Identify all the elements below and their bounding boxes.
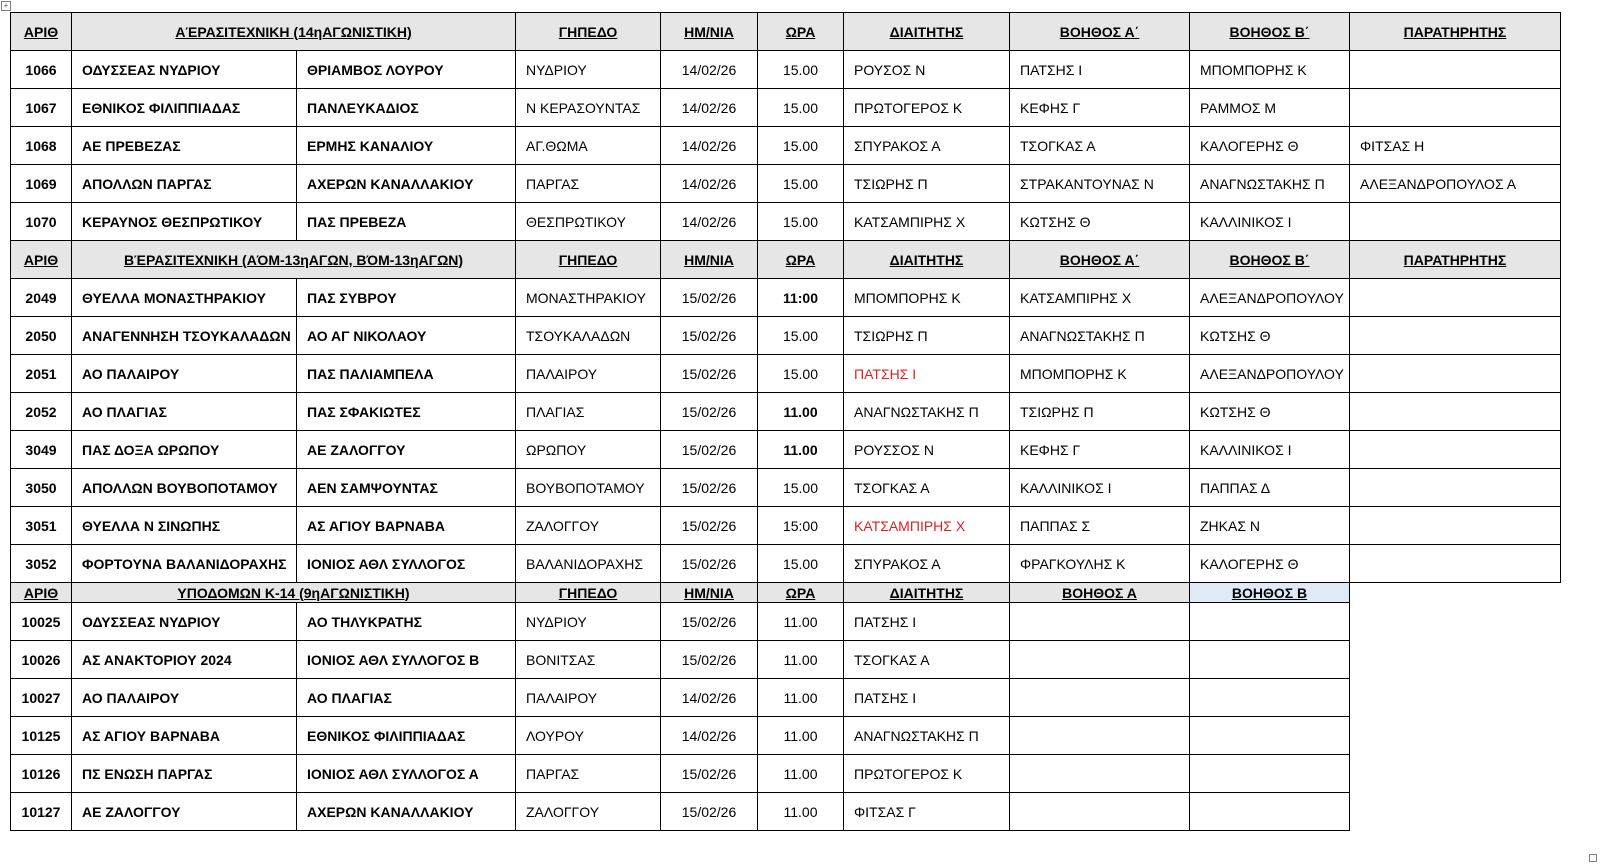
match-date: 14/02/26: [661, 203, 758, 241]
observer: [1350, 545, 1561, 583]
observer: [1350, 717, 1561, 755]
header-venue: ΓΗΠΕΔΟ: [516, 13, 661, 51]
kickoff-time: 11:00: [758, 279, 844, 317]
table-row: [11, 755, 1561, 793]
away-team: ΑΕΝ ΣΑΜΨΟΥΝΤΑΣ: [297, 469, 516, 507]
assistant-b: ΑΛΕΞΑΝΔΡΟΠΟΥΛΟΥ: [1190, 279, 1350, 317]
away-team: ΠΑΣ ΠΡΕΒΕΖΑ: [297, 203, 516, 241]
away-team: ΠΑΣ ΠΑΛΙΑΜΠΕΛΑ: [297, 355, 516, 393]
venue: ΛΟΥΡΟΥ: [516, 717, 661, 755]
assistant-b: ΖΗΚΑΣ Ν: [1190, 507, 1350, 545]
match-date: 15/02/26: [661, 469, 758, 507]
kickoff-time: 11.00: [758, 679, 844, 717]
away-team: ΙΟΝΙΟΣ ΑΘΛ ΣΥΛΛΟΓΟΣ Β: [297, 641, 516, 679]
assistant-b: [1190, 717, 1350, 755]
table-row: [11, 89, 1561, 127]
observer: [1350, 755, 1561, 793]
match-date: 15/02/26: [661, 793, 758, 831]
away-team: ΘΡΙΑΜΒΟΣ ΛΟΥΡΟΥ: [297, 51, 516, 89]
match-date: 15/02/26: [661, 393, 758, 431]
observer: [1350, 679, 1561, 717]
assistant-a: ΚΑΛΛΙΝΙΚΟΣ Ι: [1010, 469, 1190, 507]
venue: ΖΑΛΟΓΓΟΥ: [516, 507, 661, 545]
assistant-a: ΠΑΤΣΗΣ Ι: [1010, 51, 1190, 89]
header-referee: ΔΙΑΙΤΗΤΗΣ: [844, 13, 1010, 51]
assistant-a: [1010, 641, 1190, 679]
kickoff-time: 11.00: [758, 717, 844, 755]
assistant-a: [1010, 679, 1190, 717]
assistant-b: ΚΑΛΟΓΕΡΗΣ Θ: [1190, 127, 1350, 165]
match-date: 15/02/26: [661, 545, 758, 583]
header-category: ΑΈΡΑΣΙΤΕΧΝΙΚΗ (14ηΑΓΩΝΙΣΤΙΚΗ): [72, 13, 516, 51]
header-referee: ΔΙΑΙΤΗΤΗΣ: [844, 583, 1010, 603]
section-header-row: [11, 13, 1561, 51]
match-date: 14/02/26: [661, 679, 758, 717]
assistant-a: [1010, 603, 1190, 641]
referee: ΡΟΥΣΣΟΣ Ν: [844, 431, 1010, 469]
header-venue: ΓΗΠΕΔΟ: [516, 241, 661, 279]
match-date: 14/02/26: [661, 89, 758, 127]
observer: [1350, 603, 1561, 641]
assistant-b: ΑΝΑΓΝΩΣΤΑΚΗΣ Π: [1190, 165, 1350, 203]
kickoff-time: 15.00: [758, 317, 844, 355]
home-team: ΑΕ ΠΡΕΒΕΖΑΣ: [72, 127, 297, 165]
table-row: [11, 431, 1561, 469]
away-team: ΙΟΝΙΟΣ ΑΘΛ ΣΥΛΛΟΓΟΣ: [297, 545, 516, 583]
assistant-b: ΠΑΠΠΑΣ Δ: [1190, 469, 1350, 507]
away-team: ΠΑΣ ΣΦΑΚΙΩΤΕΣ: [297, 393, 516, 431]
away-team: ΕΡΜΗΣ ΚΑΝΑΛΙΟΥ: [297, 127, 516, 165]
kickoff-time: 11.00: [758, 431, 844, 469]
referee: ΑΝΑΓΝΩΣΤΑΚΗΣ Π: [844, 717, 1010, 755]
match-number: 1068: [11, 127, 72, 165]
header-assistant-a: ΒΟΗΘΟΣ Α΄: [1010, 13, 1190, 51]
home-team: ΕΘΝΙΚΟΣ ΦΙΛΙΠΠΙΑΔΑΣ: [72, 89, 297, 127]
home-team: ΑΣ ΑΓΙΟΥ ΒΑΡΝΑΒΑ: [72, 717, 297, 755]
home-team: ΘΥΕΛΛΑ ΜΟΝΑΣΤΗΡΑΚΙΟΥ: [72, 279, 297, 317]
header-date: ΗΜ/ΝΙΑ: [661, 583, 758, 603]
assistant-a: [1010, 717, 1190, 755]
table-row: [11, 355, 1561, 393]
referee: ΦΙΤΣΑΣ Γ: [844, 793, 1010, 831]
assistant-a: ΚΑΤΣΑΜΠΙΡΗΣ Χ: [1010, 279, 1190, 317]
home-team: ΑΕ ΖΑΛΟΓΓΟΥ: [72, 793, 297, 831]
away-team: ΕΘΝΙΚΟΣ ΦΙΛΙΠΠΙΑΔΑΣ: [297, 717, 516, 755]
home-team: ΑΣ ΑΝΑΚΤΟΡΙΟΥ 2024: [72, 641, 297, 679]
assistant-b: [1190, 793, 1350, 831]
match-date: 15/02/26: [661, 641, 758, 679]
observer: [1350, 393, 1561, 431]
empty-cell: [1350, 583, 1561, 603]
referee: ΠΑΤΣΗΣ Ι: [844, 603, 1010, 641]
table-row: [11, 545, 1561, 583]
assistant-b: [1190, 641, 1350, 679]
assistant-b: ΚΑΛΟΓΕΡΗΣ Θ: [1190, 545, 1350, 583]
assistant-a: ΚΕΦΗΣ Γ: [1010, 431, 1190, 469]
referee: ΜΠΟΜΠΟΡΗΣ Κ: [844, 279, 1010, 317]
header-observer: ΠΑΡΑΤΗΡΗΤΗΣ: [1350, 241, 1561, 279]
match-date: 15/02/26: [661, 507, 758, 545]
observer: [1350, 279, 1561, 317]
header-date: ΗΜ/ΝΙΑ: [661, 13, 758, 51]
home-team: ΑΟ ΠΛΑΓΙΑΣ: [72, 393, 297, 431]
assistant-a: ΜΠΟΜΠΟΡΗΣ Κ: [1010, 355, 1190, 393]
table-row: [11, 203, 1561, 241]
table-row: [11, 469, 1561, 507]
header-time: ΩΡΑ: [758, 13, 844, 51]
venue: ΠΑΛΑΙΡΟΥ: [516, 679, 661, 717]
kickoff-time: 15.00: [758, 545, 844, 583]
table-row: [11, 317, 1561, 355]
match-date: 15/02/26: [661, 603, 758, 641]
header-assistant-b: ΒΟΗΘΟΣ Β΄: [1190, 13, 1350, 51]
observer: [1350, 507, 1561, 545]
kickoff-time: 15.00: [758, 89, 844, 127]
home-team: ΑΠΟΛΛΩΝ ΒΟΥΒΟΠΟΤΑΜΟΥ: [72, 469, 297, 507]
observer: [1350, 431, 1561, 469]
match-date: 15/02/26: [661, 279, 758, 317]
match-number: 2050: [11, 317, 72, 355]
venue: ΒΟΥΒΟΠΟΤΑΜΟΥ: [516, 469, 661, 507]
referee: ΠΡΩΤΟΓΕΡΟΣ Κ: [844, 755, 1010, 793]
home-team: ΑΟ ΠΑΛΑΙΡΟΥ: [72, 355, 297, 393]
home-team: ΠΑΣ ΔΟΞΑ ΩΡΩΠΟΥ: [72, 431, 297, 469]
observer: [1350, 469, 1561, 507]
header-date: ΗΜ/ΝΙΑ: [661, 241, 758, 279]
referee: ΡΟΥΣΟΣ Ν: [844, 51, 1010, 89]
observer: [1350, 317, 1561, 355]
venue: ΝΥΔΡΙΟΥ: [516, 603, 661, 641]
venue: ΖΑΛΟΓΓΟΥ: [516, 793, 661, 831]
venue: ΠΑΡΓΑΣ: [516, 165, 661, 203]
referee: ΚΑΤΣΑΜΠΙΡΗΣ Χ: [844, 203, 1010, 241]
observer: [1350, 51, 1561, 89]
header-venue: ΓΗΠΕΔΟ: [516, 583, 661, 603]
table-row: [11, 793, 1561, 831]
kickoff-time: 15.00: [758, 165, 844, 203]
match-number: 2051: [11, 355, 72, 393]
table-row: [11, 393, 1561, 431]
header-time: ΩΡΑ: [758, 241, 844, 279]
away-team: ΑΟ ΤΗΛΥΚΡΑΤΗΣ: [297, 603, 516, 641]
venue: ΒΑΛΑΝΙΔΟΡΑΧΗΣ: [516, 545, 661, 583]
observer: [1350, 641, 1561, 679]
away-team: ΑΧΕΡΩΝ ΚΑΝΑΛΛΑΚΙΟΥ: [297, 793, 516, 831]
match-date: 14/02/26: [661, 717, 758, 755]
kickoff-time: 15.00: [758, 355, 844, 393]
kickoff-time: 11.00: [758, 393, 844, 431]
kickoff-time: 11.00: [758, 793, 844, 831]
referee: ΣΠΥΡΑΚΟΣ Α: [844, 127, 1010, 165]
match-number: 10126: [11, 755, 72, 793]
away-team: ΑΕ ΖΑΛΟΓΓΟΥ: [297, 431, 516, 469]
observer: [1350, 355, 1561, 393]
match-number: 10125: [11, 717, 72, 755]
venue: ΝΥΔΡΙΟΥ: [516, 51, 661, 89]
assistant-a: ΠΑΠΠΑΣ Σ: [1010, 507, 1190, 545]
kickoff-time: 15.00: [758, 51, 844, 89]
venue: ΠΑΛΑΙΡΟΥ: [516, 355, 661, 393]
header-time: ΩΡΑ: [758, 583, 844, 603]
match-number: 10026: [11, 641, 72, 679]
observer: [1350, 793, 1561, 831]
section-header-row: [11, 583, 1561, 603]
referee: ΤΣΙΩΡΗΣ Π: [844, 317, 1010, 355]
venue: ΑΓ.ΘΩΜΑ: [516, 127, 661, 165]
match-date: 15/02/26: [661, 317, 758, 355]
home-team: ΘΥΕΛΛΑ Ν ΣΙΝΩΠΗΣ: [72, 507, 297, 545]
table-row: [11, 279, 1561, 317]
match-date: 15/02/26: [661, 755, 758, 793]
kickoff-time: 15:00: [758, 507, 844, 545]
referee: ΚΑΤΣΑΜΠΙΡΗΣ Χ: [844, 507, 1010, 545]
observer: [1350, 203, 1561, 241]
header-observer: ΠΑΡΑΤΗΡΗΤΗΣ: [1350, 13, 1561, 51]
venue: ΠΛΑΓΙΑΣ: [516, 393, 661, 431]
referee: ΤΣΙΩΡΗΣ Π: [844, 165, 1010, 203]
assistant-b: ΑΛΕΞΑΝΔΡΟΠΟΥΛΟΥ: [1190, 355, 1350, 393]
match-number: 10025: [11, 603, 72, 641]
assistant-a: ΣΤΡΑΚΑΝΤΟΥΝΑΣ Ν: [1010, 165, 1190, 203]
assistant-a: ΑΝΑΓΝΩΣΤΑΚΗΣ Π: [1010, 317, 1190, 355]
assistant-a: ΤΣΟΓΚΑΣ Α: [1010, 127, 1190, 165]
header-assistant-a: ΒΟΗΘΟΣ Α: [1010, 583, 1190, 603]
table-row: [11, 165, 1561, 203]
home-team: ΑΟ ΠΑΛΑΙΡΟΥ: [72, 679, 297, 717]
home-team: ΚΕΡΑΥΝΟΣ ΘΕΣΠΡΩΤΙΚΟΥ: [72, 203, 297, 241]
venue: ΠΑΡΓΑΣ: [516, 755, 661, 793]
match-date: 14/02/26: [661, 165, 758, 203]
venue: Ν ΚΕΡΑΣΟΥΝΤΑΣ: [516, 89, 661, 127]
away-team: ΑΧΕΡΩΝ ΚΑΝΑΛΛΑΚΙΟΥ: [297, 165, 516, 203]
venue: ΜΟΝΑΣΤΗΡΑΚΙΟΥ: [516, 279, 661, 317]
header-num: ΑΡΙΘ: [11, 13, 72, 51]
venue: ΤΣΟΥΚΑΛΑΔΩΝ: [516, 317, 661, 355]
assistant-b: [1190, 603, 1350, 641]
assistant-a: ΚΕΦΗΣ Γ: [1010, 89, 1190, 127]
header-assistant-b: ΒΟΗΘΟΣ Β: [1190, 583, 1350, 603]
assistant-a: ΚΩΤΣΗΣ Θ: [1010, 203, 1190, 241]
away-team: ΠΑΣ ΣΥΒΡΟΥ: [297, 279, 516, 317]
match-number: 3049: [11, 431, 72, 469]
assistant-b: ΚΩΤΣΗΣ Θ: [1190, 393, 1350, 431]
venue: ΘΕΣΠΡΩΤΙΚΟΥ: [516, 203, 661, 241]
referee: ΣΠΥΡΑΚΟΣ Α: [844, 545, 1010, 583]
referee: ΠΑΤΣΗΣ Ι: [844, 355, 1010, 393]
assistant-b: ΚΑΛΛΙΝΙΚΟΣ Ι: [1190, 203, 1350, 241]
assistant-b: ΚΑΛΛΙΝΙΚΟΣ Ι: [1190, 431, 1350, 469]
match-date: 15/02/26: [661, 355, 758, 393]
match-number: 1066: [11, 51, 72, 89]
referee: ΤΣΟΓΚΑΣ Α: [844, 641, 1010, 679]
match-number: 10027: [11, 679, 72, 717]
match-date: 15/02/26: [661, 431, 758, 469]
table-row: [11, 51, 1561, 89]
match-date: 14/02/26: [661, 51, 758, 89]
assistant-b: [1190, 755, 1350, 793]
match-number: 3051: [11, 507, 72, 545]
match-number: 10127: [11, 793, 72, 831]
observer: [1350, 89, 1561, 127]
venue: ΒΟΝΙΤΣΑΣ: [516, 641, 661, 679]
header-num: ΑΡΙΘ: [11, 583, 72, 603]
home-team: ΟΔΥΣΣΕΑΣ ΝΥΔΡΙΟΥ: [72, 51, 297, 89]
table-move-handle-icon[interactable]: +: [1, 1, 11, 11]
header-assistant-b: ΒΟΗΘΟΣ Β΄: [1190, 241, 1350, 279]
assistant-a: [1010, 755, 1190, 793]
home-team: ΟΔΥΣΣΕΑΣ ΝΥΔΡΙΟΥ: [72, 603, 297, 641]
home-team: ΠΣ ΕΝΩΣΗ ΠΑΡΓΑΣ: [72, 755, 297, 793]
assistant-b: [1190, 679, 1350, 717]
away-team: ΑΣ ΑΓΙΟΥ ΒΑΡΝΑΒΑ: [297, 507, 516, 545]
referee: ΤΣΟΓΚΑΣ Α: [844, 469, 1010, 507]
table-row: [11, 641, 1561, 679]
observer: ΑΛΕΞΑΝΔΡΟΠΟΥΛΟΣ Α: [1350, 165, 1561, 203]
match-schedule-table: [10, 12, 1561, 831]
table-row: [11, 507, 1561, 545]
kickoff-time: 15.00: [758, 469, 844, 507]
table-row: [11, 679, 1561, 717]
assistant-a: ΤΣΙΩΡΗΣ Π: [1010, 393, 1190, 431]
away-team: ΠΑΝΛΕΥΚΑΔΙΟΣ: [297, 89, 516, 127]
table-resize-handle-icon[interactable]: [1589, 854, 1597, 862]
away-team: ΑΟ ΑΓ ΝΙΚΟΛΑΟΥ: [297, 317, 516, 355]
referee: ΑΝΑΓΝΩΣΤΑΚΗΣ Π: [844, 393, 1010, 431]
match-number: 3052: [11, 545, 72, 583]
header-category: ΥΠΟΔΟΜΩΝ Κ-14 (9ηΑΓΩΝΙΣΤΙΚΗ): [72, 583, 516, 603]
assistant-b: ΚΩΤΣΗΣ Θ: [1190, 317, 1350, 355]
referee: ΠΡΩΤΟΓΕΡΟΣ Κ: [844, 89, 1010, 127]
section-header-row: [11, 241, 1561, 279]
match-number: 3050: [11, 469, 72, 507]
home-team: ΦΟΡΤΟΥΝΑ ΒΑΛΑΝΙΔΟΡΑΧΗΣ: [72, 545, 297, 583]
table-row: [11, 603, 1561, 641]
header-num: ΑΡΙΘ: [11, 241, 72, 279]
kickoff-time: 11.00: [758, 603, 844, 641]
kickoff-time: 15.00: [758, 203, 844, 241]
assistant-b: ΜΠΟΜΠΟΡΗΣ Κ: [1190, 51, 1350, 89]
home-team: ΑΝΑΓΕΝΝΗΣΗ ΤΣΟΥΚΑΛΑΔΩΝ: [72, 317, 297, 355]
assistant-b: ΡΑΜΜΟΣ Μ: [1190, 89, 1350, 127]
away-team: ΑΟ ΠΛΑΓΙΑΣ: [297, 679, 516, 717]
venue: ΩΡΩΠΟΥ: [516, 431, 661, 469]
header-referee: ΔΙΑΙΤΗΤΗΣ: [844, 241, 1010, 279]
match-number: 2049: [11, 279, 72, 317]
table-row: [11, 127, 1561, 165]
observer: ΦΙΤΣΑΣ Η: [1350, 127, 1561, 165]
match-number: 1069: [11, 165, 72, 203]
header-category: ΒΈΡΑΣΙΤΕΧΝΙΚΗ (ΑΌΜ-13ηΑΓΩΝ, ΒΌΜ-13ηΑΓΩΝ): [72, 241, 516, 279]
match-number: 2052: [11, 393, 72, 431]
kickoff-time: 11.00: [758, 755, 844, 793]
table-row: [11, 717, 1561, 755]
assistant-a: [1010, 793, 1190, 831]
kickoff-time: 11.00: [758, 641, 844, 679]
match-date: 14/02/26: [661, 127, 758, 165]
assistant-a: ΦΡΑΓΚΟΥΛΗΣ Κ: [1010, 545, 1190, 583]
match-number: 1067: [11, 89, 72, 127]
kickoff-time: 15.00: [758, 127, 844, 165]
match-number: 1070: [11, 203, 72, 241]
referee: ΠΑΤΣΗΣ Ι: [844, 679, 1010, 717]
home-team: ΑΠΟΛΛΩΝ ΠΑΡΓΑΣ: [72, 165, 297, 203]
header-assistant-a: ΒΟΗΘΟΣ Α΄: [1010, 241, 1190, 279]
away-team: ΙΟΝΙΟΣ ΑΘΛ ΣΥΛΛΟΓΟΣ Α: [297, 755, 516, 793]
